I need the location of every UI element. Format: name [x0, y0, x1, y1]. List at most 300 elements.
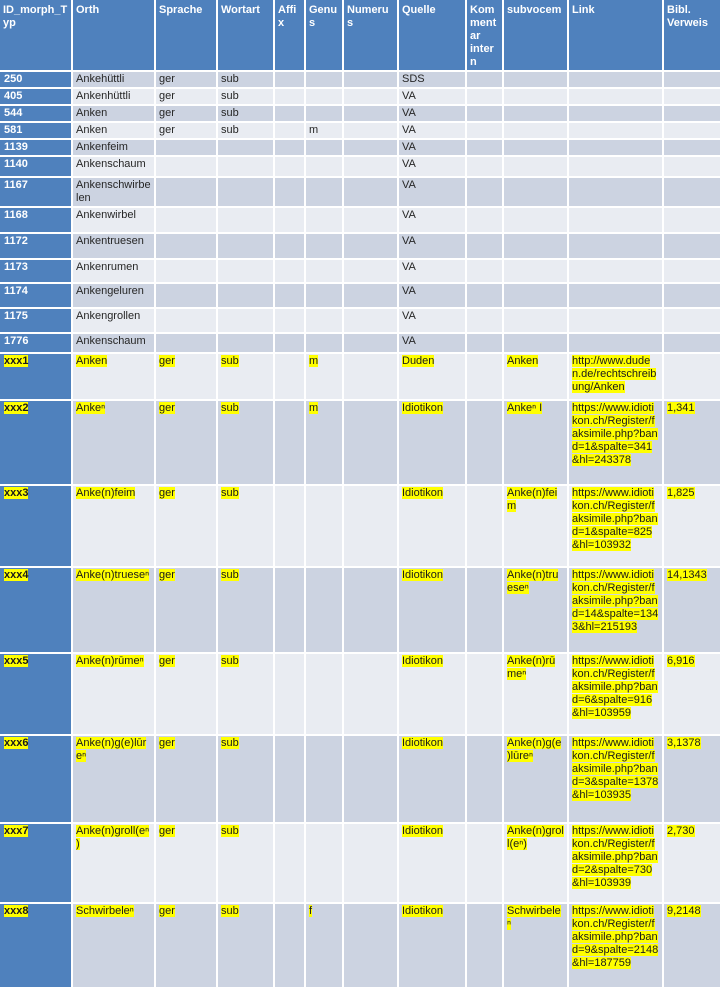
- cell-sprache[interactable]: [155, 735, 217, 823]
- cell-sprache[interactable]: [155, 353, 217, 400]
- cell-affix[interactable]: [274, 308, 305, 333]
- cell-orth[interactable]: [72, 177, 155, 207]
- column-header-wortart[interactable]: Wortart: [217, 0, 274, 71]
- cell-bibl[interactable]: [663, 233, 720, 259]
- cell-wortart[interactable]: [217, 735, 274, 823]
- cell-genus[interactable]: [305, 485, 343, 567]
- table-row-xxx7: [0, 823, 720, 903]
- row-id-cell[interactable]: [0, 485, 72, 567]
- row-id-cell[interactable]: [0, 88, 72, 105]
- cell-bibl[interactable]: [663, 567, 720, 653]
- cell-text: Ankenwirbel: [76, 209, 136, 221]
- cell-quelle[interactable]: [398, 333, 466, 353]
- cell-subvocem[interactable]: [503, 177, 568, 207]
- cell-affix[interactable]: [274, 71, 305, 88]
- cell-link[interactable]: [568, 308, 663, 333]
- column-header-affix[interactable]: Affix: [274, 0, 305, 71]
- cell-genus[interactable]: [305, 122, 343, 139]
- cell-genus[interactable]: [305, 903, 343, 988]
- cell-numerus[interactable]: [343, 653, 398, 735]
- cell-orth[interactable]: [72, 735, 155, 823]
- cell-affix[interactable]: [274, 177, 305, 207]
- cell-sprache[interactable]: [155, 71, 217, 88]
- cell-kommentar[interactable]: [466, 903, 503, 988]
- cell-wortart[interactable]: [217, 177, 274, 207]
- cell-numerus[interactable]: [343, 207, 398, 233]
- cell-genus[interactable]: [305, 156, 343, 177]
- cell-kommentar[interactable]: [466, 207, 503, 233]
- cell-wortart[interactable]: [217, 207, 274, 233]
- cell-orth[interactable]: [72, 308, 155, 333]
- cell-numerus[interactable]: [343, 485, 398, 567]
- cell-subvocem[interactable]: [503, 88, 568, 105]
- cell-sprache[interactable]: [155, 308, 217, 333]
- cell-text: ger: [159, 90, 175, 102]
- column-header-bibl[interactable]: Bibl. Verweis: [663, 0, 720, 71]
- cell-numerus[interactable]: [343, 139, 398, 156]
- cell-text: Ankentruesen: [76, 235, 144, 247]
- cell-kommentar[interactable]: [466, 353, 503, 400]
- cell-text: 1776: [4, 335, 29, 347]
- cell-text: 1167: [4, 179, 28, 191]
- cell-kommentar[interactable]: [466, 233, 503, 259]
- cell-wortart[interactable]: [217, 259, 274, 283]
- cell-sprache[interactable]: [155, 156, 217, 177]
- cell-affix[interactable]: [274, 333, 305, 353]
- cell-sprache[interactable]: [155, 88, 217, 105]
- cell-affix[interactable]: [274, 735, 305, 823]
- row-id-cell[interactable]: [0, 283, 72, 308]
- column-header-kommentar[interactable]: Kommentar intern: [466, 0, 503, 71]
- cell-quelle[interactable]: [398, 71, 466, 88]
- column-header-orth[interactable]: Orth: [72, 0, 155, 71]
- cell-affix[interactable]: [274, 823, 305, 903]
- cell-orth[interactable]: [72, 353, 155, 400]
- cell-affix[interactable]: [274, 122, 305, 139]
- cell-sprache[interactable]: [155, 207, 217, 233]
- cell-subvocem[interactable]: [503, 353, 568, 400]
- cell-text: xxx2: [4, 402, 29, 414]
- cell-numerus[interactable]: [343, 105, 398, 122]
- row-id-cell[interactable]: [0, 653, 72, 735]
- cell-numerus[interactable]: [343, 233, 398, 259]
- cell-text: 1168: [4, 209, 28, 221]
- cell-numerus[interactable]: [343, 823, 398, 903]
- cell-affix[interactable]: [274, 400, 305, 485]
- row-id-cell[interactable]: [0, 567, 72, 653]
- cell-sprache[interactable]: [155, 105, 217, 122]
- cell-text: Idiotikon: [402, 737, 443, 749]
- table-row-xxx4: [0, 567, 720, 653]
- cell-sprache[interactable]: [155, 400, 217, 485]
- row-id-cell[interactable]: [0, 105, 72, 122]
- cell-bibl[interactable]: [663, 71, 720, 88]
- cell-link[interactable]: [568, 88, 663, 105]
- cell-kommentar[interactable]: [466, 105, 503, 122]
- cell-bibl[interactable]: [663, 207, 720, 233]
- cell-text: ger: [159, 402, 175, 414]
- cell-bibl[interactable]: [663, 177, 720, 207]
- cell-sprache[interactable]: [155, 122, 217, 139]
- cell-subvocem[interactable]: [503, 903, 568, 988]
- cell-link[interactable]: [568, 156, 663, 177]
- cell-orth[interactable]: [72, 88, 155, 105]
- cell-subvocem[interactable]: [503, 71, 568, 88]
- row-id-cell[interactable]: [0, 735, 72, 823]
- cell-bibl[interactable]: [663, 653, 720, 735]
- row-id-cell[interactable]: [0, 333, 72, 353]
- link-text: https://www.idiotikon.ch/Register/faksimile.php?band=1&spalte=341&hl=243378: [572, 402, 658, 466]
- cell-bibl[interactable]: [663, 156, 720, 177]
- cell-sprache[interactable]: [155, 259, 217, 283]
- cell-subvocem[interactable]: [503, 333, 568, 353]
- cell-quelle[interactable]: [398, 233, 466, 259]
- cell-genus[interactable]: [305, 105, 343, 122]
- cell-wortart[interactable]: [217, 139, 274, 156]
- cell-sprache[interactable]: [155, 283, 217, 308]
- cell-orth[interactable]: [72, 653, 155, 735]
- cell-numerus[interactable]: [343, 259, 398, 283]
- cell-link[interactable]: [568, 207, 663, 233]
- cell-affix[interactable]: [274, 567, 305, 653]
- cell-numerus[interactable]: [343, 567, 398, 653]
- cell-bibl[interactable]: [663, 353, 720, 400]
- cell-genus[interactable]: [305, 233, 343, 259]
- cell-sprache[interactable]: [155, 903, 217, 988]
- cell-subvocem[interactable]: [503, 653, 568, 735]
- cell-wortart[interactable]: [217, 308, 274, 333]
- cell-sprache[interactable]: [155, 139, 217, 156]
- cell-subvocem[interactable]: [503, 105, 568, 122]
- cell-orth[interactable]: [72, 333, 155, 353]
- cell-text: 1174: [4, 285, 28, 297]
- row-id-cell[interactable]: [0, 400, 72, 485]
- cell-numerus[interactable]: [343, 283, 398, 308]
- cell-wortart[interactable]: [217, 653, 274, 735]
- row-id-cell[interactable]: [0, 156, 72, 177]
- cell-kommentar[interactable]: [466, 259, 503, 283]
- cell-orth[interactable]: [72, 823, 155, 903]
- cell-quelle[interactable]: [398, 823, 466, 903]
- cell-link[interactable]: [568, 259, 663, 283]
- cell-kommentar[interactable]: [466, 333, 503, 353]
- cell-orth[interactable]: [72, 122, 155, 139]
- cell-kommentar[interactable]: [466, 156, 503, 177]
- cell-kommentar[interactable]: [466, 283, 503, 308]
- table-row-xxx5: [0, 653, 720, 735]
- cell-kommentar[interactable]: [466, 88, 503, 105]
- cell-numerus[interactable]: [343, 122, 398, 139]
- cell-affix[interactable]: [274, 653, 305, 735]
- row-id-cell[interactable]: [0, 308, 72, 333]
- cell-kommentar[interactable]: [466, 139, 503, 156]
- cell-quelle[interactable]: [398, 105, 466, 122]
- column-header-subvocem[interactable]: subvocem: [503, 0, 568, 71]
- cell-affix[interactable]: [274, 207, 305, 233]
- cell-link[interactable]: [568, 903, 663, 988]
- cell-kommentar[interactable]: [466, 567, 503, 653]
- cell-quelle[interactable]: [398, 653, 466, 735]
- cell-bibl[interactable]: [663, 105, 720, 122]
- cell-orth[interactable]: [72, 485, 155, 567]
- column-header-id[interactable]: ID_morph_Typ: [0, 0, 72, 71]
- cell-quelle[interactable]: [398, 88, 466, 105]
- cell-orth[interactable]: [72, 105, 155, 122]
- cell-text: Anken: [76, 107, 108, 119]
- cell-quelle[interactable]: [398, 735, 466, 823]
- cell-subvocem[interactable]: [503, 156, 568, 177]
- cell-wortart[interactable]: [217, 71, 274, 88]
- cell-subvocem[interactable]: [503, 259, 568, 283]
- cell-numerus[interactable]: [343, 71, 398, 88]
- cell-wortart[interactable]: [217, 88, 274, 105]
- cell-text: xxx7: [4, 825, 29, 837]
- cell-wortart[interactable]: [217, 400, 274, 485]
- cell-affix[interactable]: [274, 88, 305, 105]
- cell-subvocem[interactable]: [503, 400, 568, 485]
- cell-genus[interactable]: [305, 735, 343, 823]
- cell-orth[interactable]: [72, 233, 155, 259]
- cell-orth[interactable]: [72, 259, 155, 283]
- cell-wortart[interactable]: [217, 353, 274, 400]
- cell-quelle[interactable]: [398, 259, 466, 283]
- cell-affix[interactable]: [274, 139, 305, 156]
- cell-text: VA: [402, 235, 416, 247]
- cell-subvocem[interactable]: [503, 308, 568, 333]
- cell-numerus[interactable]: [343, 903, 398, 988]
- row-id-cell[interactable]: [0, 139, 72, 156]
- cell-wortart[interactable]: [217, 823, 274, 903]
- cell-text: Anke(n)feim: [507, 487, 558, 512]
- cell-kommentar[interactable]: [466, 735, 503, 823]
- cell-genus[interactable]: [305, 333, 343, 353]
- cell-subvocem[interactable]: [503, 139, 568, 156]
- row-id-cell[interactable]: [0, 177, 72, 207]
- cell-bibl[interactable]: [663, 903, 720, 988]
- cell-kommentar[interactable]: [466, 122, 503, 139]
- cell-affix[interactable]: [274, 485, 305, 567]
- cell-kommentar[interactable]: [466, 823, 503, 903]
- cell-text: xxx6: [4, 737, 29, 749]
- cell-genus[interactable]: [305, 71, 343, 88]
- cell-affix[interactable]: [274, 903, 305, 988]
- cell-quelle[interactable]: [398, 156, 466, 177]
- cell-kommentar[interactable]: [466, 400, 503, 485]
- cell-text: Ankehüttli: [76, 73, 125, 85]
- column-header-numerus[interactable]: Numerus: [343, 0, 398, 71]
- cell-genus[interactable]: [305, 283, 343, 308]
- cell-orth[interactable]: [72, 903, 155, 988]
- cell-orth[interactable]: [72, 207, 155, 233]
- cell-affix[interactable]: [274, 259, 305, 283]
- row-id-cell[interactable]: [0, 122, 72, 139]
- row-id-cell[interactable]: [0, 823, 72, 903]
- column-header-genus[interactable]: Genus: [305, 0, 343, 71]
- row-id-cell[interactable]: [0, 233, 72, 259]
- table-row-250: [0, 71, 720, 88]
- cell-link[interactable]: [568, 485, 663, 567]
- cell-genus[interactable]: [305, 308, 343, 333]
- cell-genus[interactable]: [305, 653, 343, 735]
- cell-numerus[interactable]: [343, 177, 398, 207]
- cell-kommentar[interactable]: [466, 71, 503, 88]
- cell-numerus[interactable]: [343, 333, 398, 353]
- cell-numerus[interactable]: [343, 353, 398, 400]
- cell-sprache[interactable]: [155, 333, 217, 353]
- cell-genus[interactable]: [305, 88, 343, 105]
- row-id-cell[interactable]: [0, 207, 72, 233]
- cell-wortart[interactable]: [217, 105, 274, 122]
- cell-genus[interactable]: [305, 139, 343, 156]
- cell-wortart[interactable]: [217, 156, 274, 177]
- cell-wortart[interactable]: [217, 567, 274, 653]
- cell-link[interactable]: [568, 823, 663, 903]
- cell-wortart[interactable]: [217, 485, 274, 567]
- cell-text: 1139: [4, 141, 28, 153]
- cell-genus[interactable]: [305, 353, 343, 400]
- cell-text: xxx3: [4, 487, 29, 499]
- cell-subvocem[interactable]: [503, 823, 568, 903]
- cell-quelle[interactable]: [398, 207, 466, 233]
- cell-link[interactable]: [568, 283, 663, 308]
- cell-bibl[interactable]: [663, 485, 720, 567]
- cell-sprache[interactable]: [155, 567, 217, 653]
- cell-kommentar[interactable]: [466, 653, 503, 735]
- cell-quelle[interactable]: [398, 353, 466, 400]
- row-id-cell[interactable]: [0, 903, 72, 988]
- cell-bibl[interactable]: [663, 333, 720, 353]
- cell-genus[interactable]: [305, 400, 343, 485]
- cell-kommentar[interactable]: [466, 308, 503, 333]
- cell-numerus[interactable]: [343, 88, 398, 105]
- cell-quelle[interactable]: [398, 283, 466, 308]
- cell-text: VA: [402, 124, 416, 136]
- cell-link[interactable]: [568, 139, 663, 156]
- cell-quelle[interactable]: [398, 139, 466, 156]
- cell-orth[interactable]: [72, 400, 155, 485]
- cell-link[interactable]: [568, 653, 663, 735]
- cell-bibl[interactable]: [663, 823, 720, 903]
- cell-numerus[interactable]: [343, 735, 398, 823]
- table-row-xxx2: [0, 400, 720, 485]
- cell-text: 6,916: [667, 655, 695, 667]
- cell-orth[interactable]: [72, 71, 155, 88]
- cell-subvocem[interactable]: [503, 283, 568, 308]
- cell-numerus[interactable]: [343, 156, 398, 177]
- column-header-sprache[interactable]: Sprache: [155, 0, 217, 71]
- cell-orth[interactable]: [72, 139, 155, 156]
- cell-quelle[interactable]: [398, 485, 466, 567]
- cell-genus[interactable]: [305, 823, 343, 903]
- cell-subvocem[interactable]: [503, 485, 568, 567]
- cell-sprache[interactable]: [155, 653, 217, 735]
- cell-genus[interactable]: [305, 207, 343, 233]
- column-header-quelle[interactable]: Quelle: [398, 0, 466, 71]
- cell-orth[interactable]: [72, 567, 155, 653]
- cell-link[interactable]: [568, 333, 663, 353]
- cell-sprache[interactable]: [155, 233, 217, 259]
- cell-text: ger: [159, 569, 175, 581]
- cell-link[interactable]: [568, 233, 663, 259]
- cell-text: Anke(n)trueseⁿ: [507, 569, 559, 594]
- cell-link[interactable]: [568, 353, 663, 400]
- column-header-link[interactable]: Link: [568, 0, 663, 71]
- cell-quelle[interactable]: [398, 308, 466, 333]
- cell-bibl[interactable]: [663, 259, 720, 283]
- cell-affix[interactable]: [274, 283, 305, 308]
- cell-kommentar[interactable]: [466, 177, 503, 207]
- cell-wortart[interactable]: [217, 233, 274, 259]
- cell-link[interactable]: [568, 567, 663, 653]
- row-id-cell[interactable]: [0, 259, 72, 283]
- row-id-cell[interactable]: [0, 353, 72, 400]
- cell-text: Anken: [76, 355, 108, 367]
- cell-sprache[interactable]: [155, 823, 217, 903]
- cell-link[interactable]: [568, 71, 663, 88]
- cell-kommentar[interactable]: [466, 485, 503, 567]
- cell-quelle[interactable]: [398, 903, 466, 988]
- cell-bibl[interactable]: [663, 308, 720, 333]
- cell-orth[interactable]: [72, 156, 155, 177]
- cell-bibl[interactable]: [663, 283, 720, 308]
- cell-quelle[interactable]: [398, 400, 466, 485]
- cell-bibl[interactable]: [663, 735, 720, 823]
- cell-link[interactable]: [568, 400, 663, 485]
- cell-numerus[interactable]: [343, 400, 398, 485]
- cell-text: Ankengrollen: [76, 310, 141, 322]
- cell-link[interactable]: [568, 122, 663, 139]
- cell-subvocem[interactable]: [503, 735, 568, 823]
- cell-sprache[interactable]: [155, 177, 217, 207]
- cell-affix[interactable]: [274, 105, 305, 122]
- row-id-cell[interactable]: [0, 71, 72, 88]
- cell-link[interactable]: [568, 177, 663, 207]
- cell-affix[interactable]: [274, 353, 305, 400]
- cell-genus[interactable]: [305, 177, 343, 207]
- cell-text: 1,341: [667, 402, 695, 414]
- cell-wortart[interactable]: [217, 122, 274, 139]
- cell-quelle[interactable]: [398, 177, 466, 207]
- cell-bibl[interactable]: [663, 400, 720, 485]
- cell-genus[interactable]: [305, 259, 343, 283]
- cell-quelle[interactable]: [398, 567, 466, 653]
- table-row-xxx1: [0, 353, 720, 400]
- cell-wortart[interactable]: [217, 283, 274, 308]
- cell-link[interactable]: [568, 105, 663, 122]
- cell-subvocem[interactable]: [503, 567, 568, 653]
- cell-text: sub: [221, 124, 239, 136]
- cell-bibl[interactable]: [663, 139, 720, 156]
- cell-affix[interactable]: [274, 233, 305, 259]
- cell-subvocem[interactable]: [503, 207, 568, 233]
- cell-subvocem[interactable]: [503, 122, 568, 139]
- cell-subvocem[interactable]: [503, 233, 568, 259]
- cell-numerus[interactable]: [343, 308, 398, 333]
- cell-link[interactable]: [568, 735, 663, 823]
- cell-affix[interactable]: [274, 156, 305, 177]
- link-text: https://www.idiotikon.ch/Register/faksimile.php?band=14&spalte=1343&hl=215193: [572, 569, 659, 633]
- cell-text: sub: [221, 569, 239, 581]
- cell-bibl[interactable]: [663, 122, 720, 139]
- cell-wortart[interactable]: [217, 903, 274, 988]
- cell-quelle[interactable]: [398, 122, 466, 139]
- cell-sprache[interactable]: [155, 485, 217, 567]
- cell-wortart[interactable]: [217, 333, 274, 353]
- cell-genus[interactable]: [305, 567, 343, 653]
- cell-orth[interactable]: [72, 283, 155, 308]
- cell-bibl[interactable]: [663, 88, 720, 105]
- cell-text: 581: [4, 124, 23, 136]
